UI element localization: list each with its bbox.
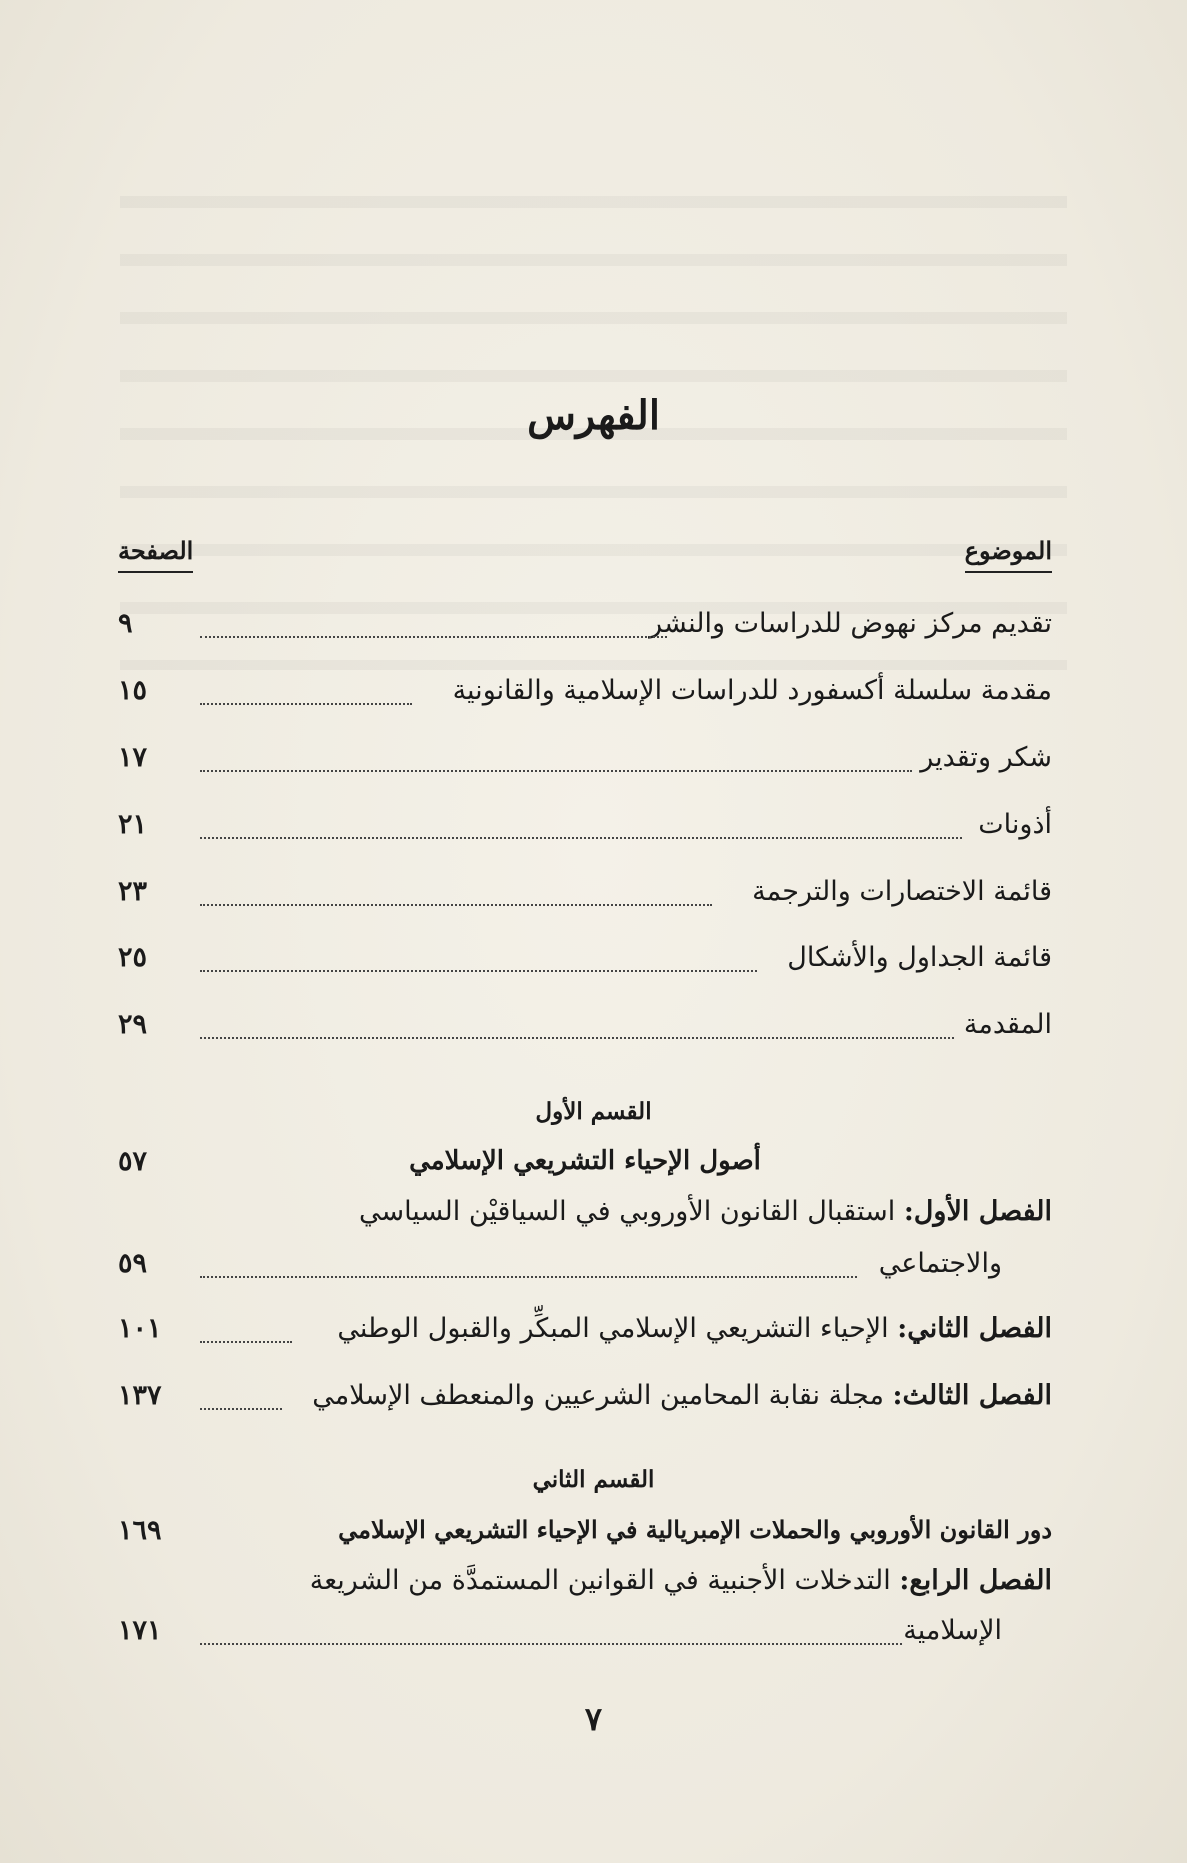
toc-entry-label: قائمة الجداول والأشكال — [787, 942, 1052, 973]
page-number: ٧ — [584, 1700, 603, 1738]
toc-entry-page: ٩ — [118, 608, 133, 639]
toc-entry-page: ٢٥ — [118, 942, 148, 973]
chapter-title: مجلة نقابة المحامين الشرعيين والمنعطف الإسلامي — [312, 1380, 884, 1411]
toc-entry-page: ٢١ — [118, 809, 148, 840]
chapter-title-continued: الإسلامية — [903, 1615, 1002, 1646]
toc-entry-page: ١٥ — [118, 675, 148, 706]
column-header-page-label: الصفحة — [118, 536, 194, 565]
toc-entry — [118, 809, 1052, 849]
chapter-line — [312, 1380, 1052, 1411]
chapter-line — [310, 1565, 1052, 1596]
part-heading: القسم الأول — [535, 1098, 652, 1125]
dot-leader — [200, 1341, 292, 1343]
chapter-page: ١٣٧ — [118, 1380, 162, 1411]
chapter-title-continued: والاجتماعي — [878, 1248, 1002, 1279]
toc-entry-page: ٢٣ — [118, 876, 148, 907]
chapter-title: استقبال القانون الأوروبي في السياقيْن السياسي — [358, 1196, 896, 1227]
part-title-row — [118, 1515, 1052, 1555]
toc-entry-page: ٢٩ — [118, 1009, 148, 1040]
dot-leader — [200, 1037, 954, 1039]
chapter-continuation — [118, 1248, 1052, 1288]
column-header-page — [118, 536, 193, 573]
toc-entry — [118, 742, 1052, 782]
page-title: الفهرس — [527, 392, 660, 439]
dot-leader — [200, 1276, 857, 1278]
toc-entry — [118, 876, 1052, 916]
chapter-row — [118, 1313, 1052, 1353]
chapter-line — [359, 1196, 1052, 1227]
dot-leader — [200, 1408, 282, 1410]
chapter-page: ٥٩ — [118, 1248, 148, 1279]
chapter-page: ١٠١ — [118, 1313, 162, 1344]
toc-entry-label: شكر وتقدير — [920, 742, 1052, 773]
dot-leader — [200, 1643, 902, 1645]
part-title-page: ١٦٩ — [118, 1515, 162, 1546]
chapter-title: التدخلات الأجنبية في القوانين المستمدَّة من الشريعة — [309, 1565, 891, 1596]
chapter-continuation — [118, 1615, 1052, 1655]
toc-entry-label: تقديم مركز نهوض للدراسات والنشر — [649, 608, 1052, 639]
dot-leader — [200, 970, 757, 972]
toc-entry — [118, 942, 1052, 982]
chapter-label: الفصل الرابع: — [899, 1565, 1052, 1596]
chapter-label: الفصل الأول: — [903, 1196, 1052, 1227]
chapter-page: ١٧١ — [118, 1615, 162, 1646]
dot-leader — [200, 904, 712, 906]
header-underline — [118, 571, 193, 573]
toc-entry — [118, 608, 1052, 648]
column-header-topic — [965, 536, 1052, 573]
column-header-topic-label: الموضوع — [964, 536, 1052, 565]
header-underline — [965, 571, 1052, 573]
dot-leader — [200, 837, 962, 839]
part-heading: القسم الثاني — [532, 1466, 655, 1493]
chapter-title: الإحياء التشريعي الإسلامي المبكِّر والقبول الوطني — [337, 1313, 889, 1344]
chapter-line — [337, 1313, 1052, 1344]
toc-entry-label: مقدمة سلسلة أكسفورد للدراسات الإسلامية والقانونية — [452, 675, 1052, 706]
part-title-row — [118, 1146, 1052, 1186]
toc-entry-page: ١٧ — [118, 742, 148, 773]
part-title-page: ٥٧ — [118, 1146, 148, 1177]
toc-entry-label: المقدمة — [963, 1009, 1052, 1040]
dot-leader — [200, 636, 667, 638]
chapter-label: الفصل الثالث: — [892, 1380, 1052, 1411]
toc-entry-label: أذونات — [978, 809, 1052, 840]
chapter-row — [118, 1380, 1052, 1420]
toc-entry — [118, 1009, 1052, 1049]
dot-leader — [200, 770, 912, 772]
dot-leader — [200, 703, 412, 705]
toc-entry-label: قائمة الاختصارات والترجمة — [752, 876, 1052, 907]
toc-entry — [118, 675, 1052, 715]
part-title: أصول الإحياء التشريعي الإسلامي — [409, 1146, 761, 1176]
part-title: دور القانون الأوروبي والحملات الإمبريالية في الإحياء التشريعي الإسلامي — [338, 1515, 1052, 1544]
chapter-label: الفصل الثاني: — [897, 1313, 1052, 1344]
